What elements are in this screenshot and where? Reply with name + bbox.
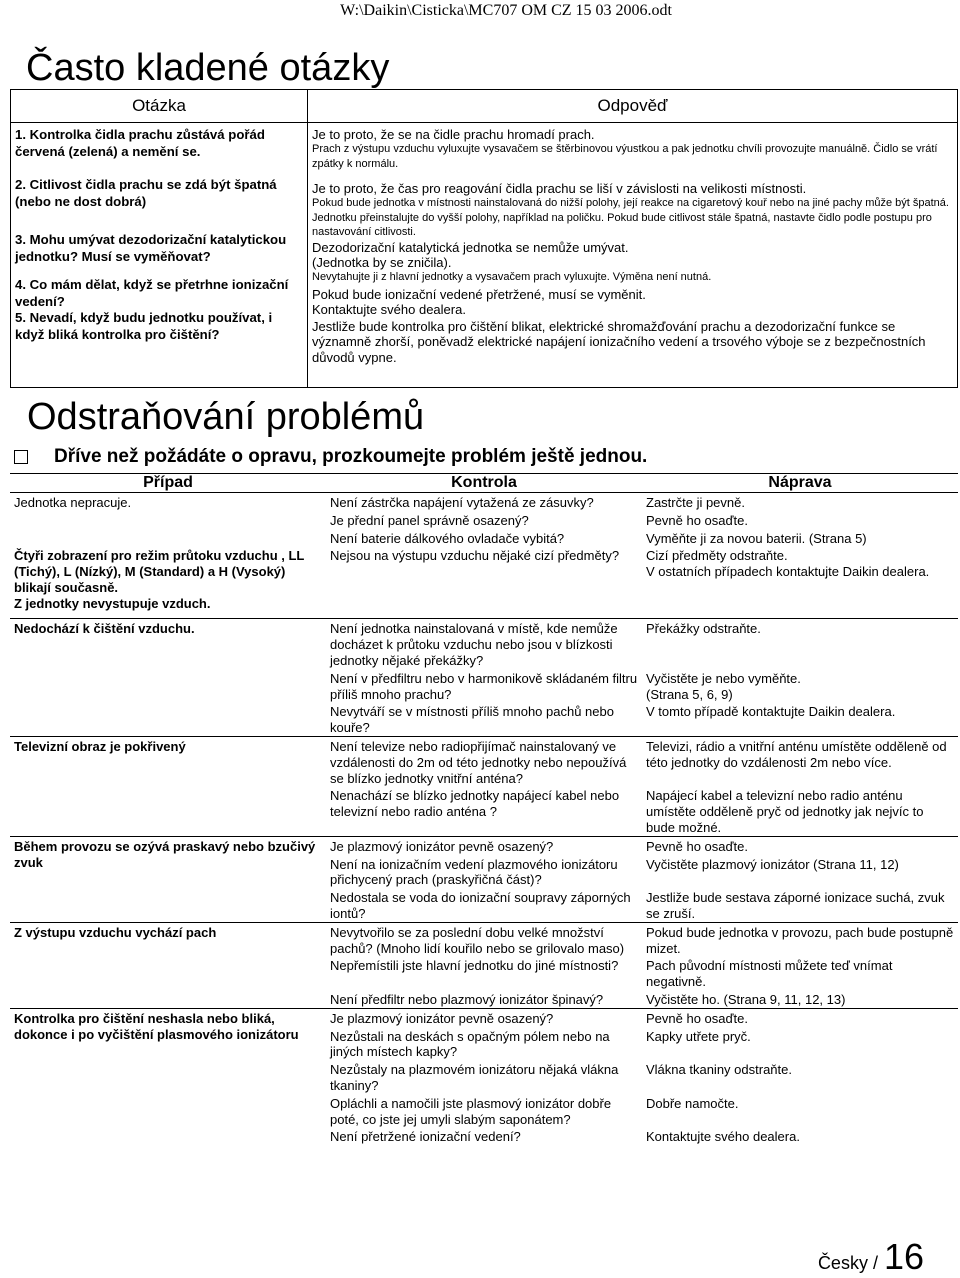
check-cell: Není zástrčka napájení vytažená ze zásuvky? xyxy=(330,495,594,510)
check-cell: Nedostala se voda do ionizační soupravy záporných iontů? xyxy=(330,890,631,921)
faq-answer-4-main: Pokud bude ionizační vedené přetržené, musí se vyměnit. xyxy=(312,286,646,302)
fix-cell: Vyčistěte plazmový ionizátor (Strana 11, 12) xyxy=(646,856,899,872)
fix-cell: Překážky odstraňte. xyxy=(642,619,958,669)
col-check: Kontrola xyxy=(326,474,642,493)
table-row xyxy=(10,836,958,854)
checkbox-icon xyxy=(14,450,28,464)
check-cell: Je přední panel správně osazený? xyxy=(330,512,529,528)
table-row xyxy=(10,493,958,511)
fix-cell: Pokud bude jednotka v provozu, pach bude postupně mizet. xyxy=(642,922,958,956)
check-cell: Nejsou na výstupu vzduchu nějaké cizí předměty? xyxy=(330,548,620,564)
case-cell: Nedochází k čištění vzduchu. xyxy=(10,619,326,737)
troubleshooting-header-row xyxy=(10,474,958,493)
table-row xyxy=(10,736,958,786)
check-cell: Není na ionizačním vedení plazmového ionizátoru přichycený prach (praskyřičná část)? xyxy=(330,856,618,888)
case-text-2: Z jednotky nevystupuje vzduch. xyxy=(14,595,211,611)
fix-cell: Pevně ho osaďte. xyxy=(642,1008,958,1026)
document-path: W:\Daikin\Cisticka\MC707 OM CZ 15 03 2006.odt xyxy=(340,2,672,19)
fix-cell: Zastrčte ji pevně. xyxy=(646,495,745,510)
faq-question-5: 5. Nevadí, když budu jednotku používat, i když bliká kontrolka pro čištění? xyxy=(15,310,273,342)
page-number-value: 16 xyxy=(883,1236,924,1277)
troubleshooting-subtitle xyxy=(14,446,647,468)
fix-cell: Vlákna tkaniny odstraňte. xyxy=(646,1062,792,1078)
check-cell: Nezůstaly na plazmovém ionizátoru nějaká vlákna tkaniny? xyxy=(330,1062,619,1093)
fix-cell xyxy=(642,669,958,703)
faq-answer-1-main: Je to proto, že se na čidle prachu hromadí prach. xyxy=(312,127,595,142)
faq-answer-2-main: Je to proto, že čas pro reagování čidla prachu se liší v závislosti na velikosti místnosti. xyxy=(312,181,807,197)
fix-cell: Vyměňte ji za novou baterii. (Strana 5) xyxy=(646,530,867,546)
faq-question-4: 4. Co mám dělat, když se přetrhne ionizační vedení? xyxy=(15,277,289,309)
check-cell: Nevytváří se v místnosti příliš mnoho pachů nebo kouře? xyxy=(330,704,614,736)
check-cell: Nenachází se blízko jednotky napájecí kabel nebo televizní nebo radio anténa ? xyxy=(330,788,620,820)
check-cell: Nevytvořilo se za poslední dobu velké množství pachů? (Mnoho lidí kouřilo nebo se grilovalo maso) xyxy=(326,922,642,956)
case-cell: Kontrolka pro čištění neshasla nebo bliká, dokonce i po vyčištění plasmového ionizátoru xyxy=(10,1008,326,1145)
check-cell: Není baterie dálkového ovladače vybitá? xyxy=(330,530,565,546)
faq-col-question: Otázka xyxy=(11,90,308,123)
language-label: Česky / xyxy=(817,1253,878,1273)
fix-cell: Pevně ho osaďte. xyxy=(646,512,748,528)
check-cell: Je plazmový ionizátor pevně osazený? xyxy=(326,1008,642,1026)
faq-body-row xyxy=(11,123,958,388)
fix-cell: Pach původní místnosti můžete teď vnímat negativně. xyxy=(646,958,893,990)
faq-question-1: 1. Kontrolka čidla prachu zůstává pořád červená (zelená) a nemění se. xyxy=(15,127,265,159)
fix-text-2: (Strana 5, 6, 9) xyxy=(646,686,733,702)
case-cell xyxy=(10,493,326,547)
faq-answer-5-main: Jestliže bude kontrolka pro čištění blikat, elektrické shromažďování prachu a dezodorizační funkce se významně zhorší, poněvadž elektrické napájení ionizačního vedení a trsového výboje se z bezpečnostních důvodů vypne. xyxy=(312,319,926,365)
faq-answer-3-main: Dezodorizační katalytická jednotka se nemůže umývat. xyxy=(312,239,629,255)
faq-answer-2-detail: Pokud bude jednotka v místnosti nainstalovaná do nižší polohy, její reakce na cigaretový kouř nebo na jiné pachy může být špatná. Jednotku přeinstalujte do vyšší polohy, například na poličku. Pokud bude citlivost stále špatná, nastavte čidlo podle postupu pro nastavování citlivosti. xyxy=(312,197,949,239)
faq-question-2: 2. Citlivost čidla prachu se zdá být špatná (nebo ne dost dobrá) xyxy=(15,177,277,209)
fix-text: Cizí předměty odstraňte. xyxy=(646,548,788,564)
table-row xyxy=(10,922,958,956)
table-row xyxy=(10,619,958,669)
troubleshooting-table xyxy=(10,473,958,1145)
page-number xyxy=(818,1236,924,1278)
check-cell: Je plazmový ionizátor pevně osazený? xyxy=(326,836,642,854)
check-cell: Není jednotka nainstalovaná v místě, kde nemůže docházet k průtoku vzduchu nebo jsou v blízkosti jednotky nějaké překážky? xyxy=(326,619,642,669)
case-cell xyxy=(10,546,326,619)
faq-answer-1-detail: Prach z výstupu vzduchu vyluxujte vysavačem se štěrbinovou výustkou a pak jednotku chvíli provozujte manuálně. Čidlo se vrátí zpátky k normálu. xyxy=(312,143,938,170)
fix-text: Vyčistěte je nebo vyměňte. xyxy=(646,670,801,686)
faq-answer-4-main2: Kontaktujte svého dealera. xyxy=(312,302,466,318)
check-cell: Není v předfiltru nebo v harmonikově skládaném filtru příliš mnoho prachu? xyxy=(330,670,638,702)
fix-cell: Dobře namočte. xyxy=(646,1095,739,1111)
table-row xyxy=(10,1008,958,1026)
check-cell: Nepřemístili jste hlavní jednotku do jiné místnosti? xyxy=(330,958,619,974)
faq-questions-cell xyxy=(11,123,308,388)
fix-cell: Televizi, rádio a vnitřní anténu umístěte odděleně od této jednotky do vzdálenosti 2m nebo více. xyxy=(642,736,958,786)
table-row xyxy=(10,546,958,619)
faq-table xyxy=(10,89,958,388)
fix-cell: Napájecí kabel a televizní nebo radio anténu umístěte odděleně pryč od jednotky jak nejvíc to bude možné. xyxy=(646,788,924,835)
troubleshooting-title: Odstraňování problémů xyxy=(27,396,425,438)
case-text: Čtyři zobrazení pro režim průtoku vzduchu , LL (Tichý), L (Nízký), M (Standard) a H (Vysoký) blikají současně. xyxy=(14,548,305,595)
fix-cell: V tomto případě kontaktujte Daikin dealera. xyxy=(646,704,896,720)
check-cell: Není předfiltr nebo plazmový ionizátor špinavý? xyxy=(330,991,604,1007)
fix-cell: Kapky utřete pryč. xyxy=(646,1028,751,1044)
col-fix: Náprava xyxy=(642,474,958,493)
col-case: Případ xyxy=(10,474,326,493)
check-cell: Opláchli a namočili jste plasmový ionizátor dobře poté, co jste jej umyli slabým saponátem? xyxy=(330,1095,612,1127)
fix-cell: Vyčistěte ho. (Strana 9, 11, 12, 13) xyxy=(646,991,846,1007)
faq-question-3: 3. Mohu umývat dezodorizační katalytickou jednotku? Musí se vyměňovat? xyxy=(15,232,287,264)
fix-text-2: V ostatních případech kontaktujte Daikin dealera. xyxy=(646,564,930,580)
check-cell: Není přetržené ionizační vedení? xyxy=(330,1129,521,1145)
faq-answer-3-detail: Nevytahujte ji z hlavní jednotky a vysavačem prach vyluxujte. Výměna není nutná. xyxy=(312,271,712,284)
faq-title: Často kladené otázky xyxy=(26,47,390,89)
check-cell: Není televize nebo radiopřijímač nainstalovaný ve vzdálenosti do 2m od této jednotky nebo nepoužívá se blízko jednotky vnitřní anténa? xyxy=(326,736,642,786)
fix-cell xyxy=(642,546,958,619)
fix-cell: Jestliže bude sestava záporné ionizace suchá, zvuk se zruší. xyxy=(646,890,945,921)
case-cell: Během provozu se ozývá praskavý nebo bzučivý zvuk xyxy=(10,836,326,922)
case-cell: Z výstupu vzduchu vychází pach xyxy=(10,922,326,1008)
case-text: Jednotka nepracuje. xyxy=(14,495,132,510)
faq-header-row xyxy=(11,90,958,123)
fix-cell: Pevně ho osaďte. xyxy=(642,836,958,854)
faq-col-answer: Odpověď xyxy=(308,90,958,123)
case-cell: Televizní obraz je pokřivený xyxy=(10,736,326,836)
troubleshooting-subtitle-text: Dříve než požádáte o opravu, prozkoumejte problém ještě jednou. xyxy=(54,446,648,467)
fix-cell: Kontaktujte svého dealera. xyxy=(646,1129,800,1145)
faq-answer-3-main2: (Jednotka by se zničila). xyxy=(312,255,452,271)
check-cell: Nezůstali na deskách s opačným pólem nebo na jiných místech kapky? xyxy=(330,1028,610,1060)
faq-answers-cell xyxy=(308,123,958,388)
